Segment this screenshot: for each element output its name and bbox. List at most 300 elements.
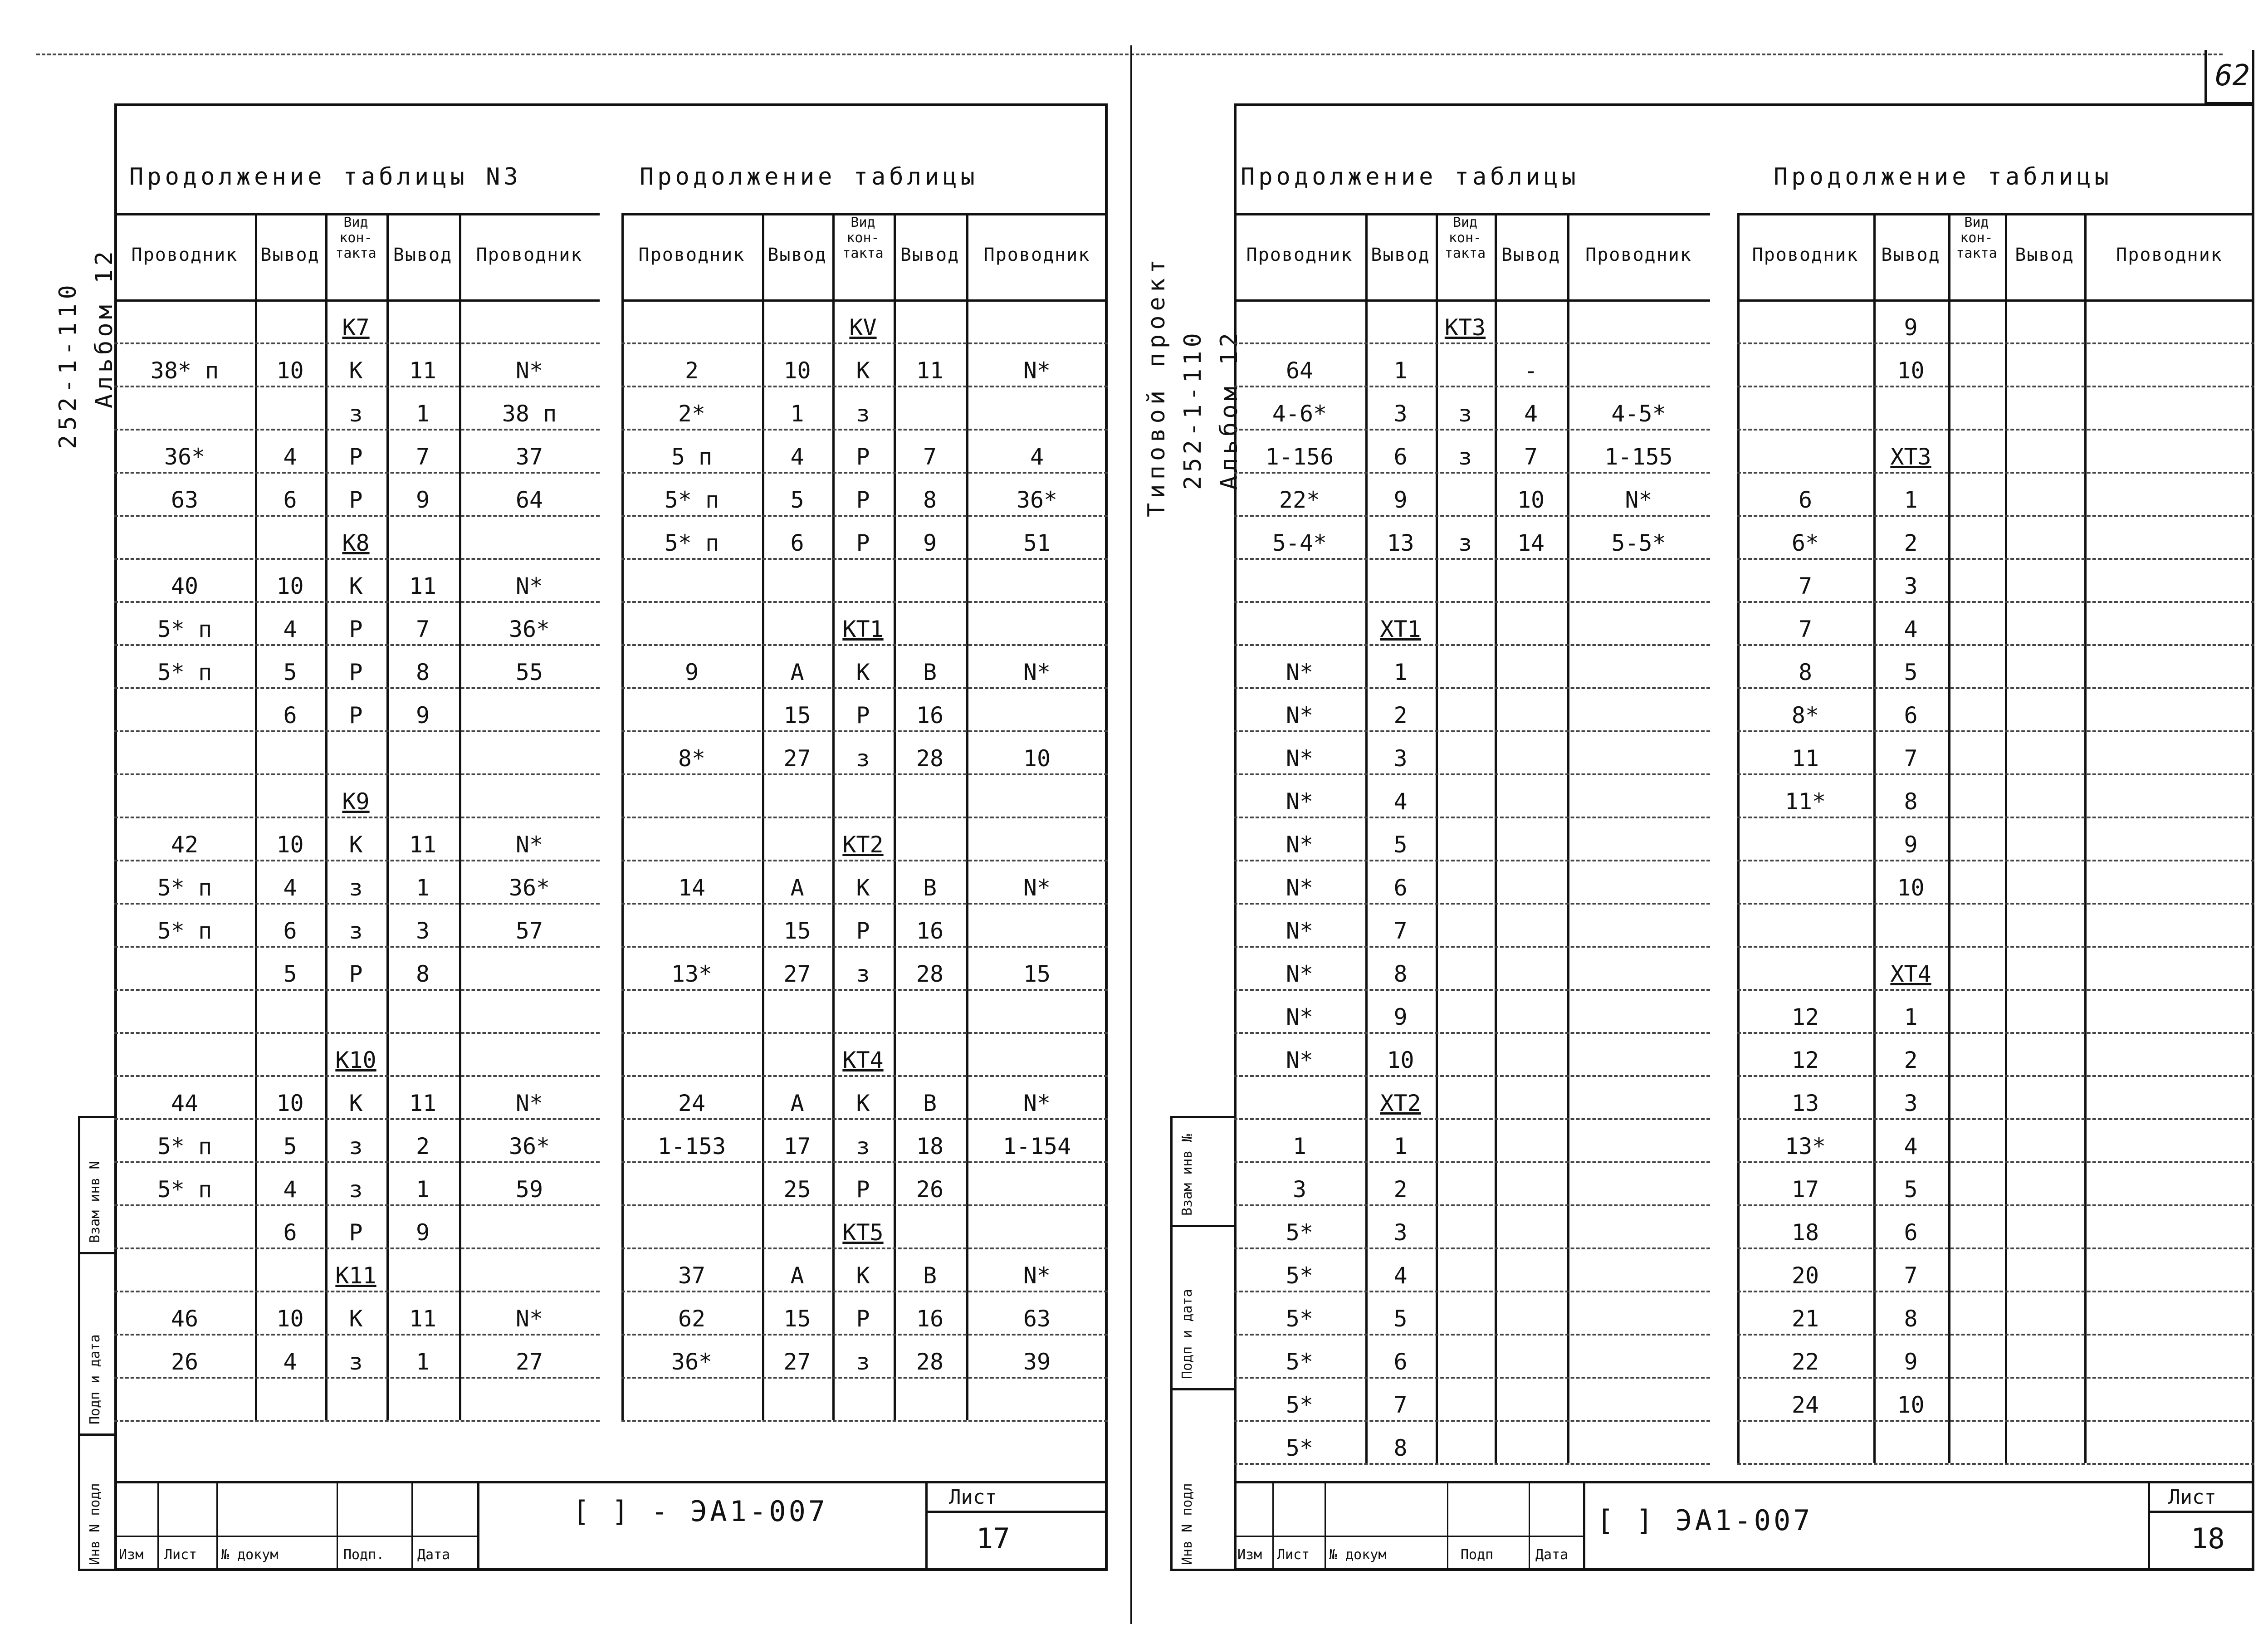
table-cell: P xyxy=(856,702,870,729)
table-cell: N* xyxy=(1286,1004,1314,1030)
table-cell: 5 xyxy=(1904,659,1918,685)
table-cell: 9 xyxy=(1393,1004,1408,1030)
left-table2 xyxy=(621,213,1108,1483)
table-cell: 25 xyxy=(783,1176,811,1203)
table-cell: з xyxy=(349,1349,363,1375)
table-cell: P xyxy=(349,702,363,729)
table-cell: 62 xyxy=(678,1306,706,1332)
table-cell: 6 xyxy=(1393,875,1408,901)
table-cell: 28 xyxy=(916,961,944,987)
table-cell: 5* п xyxy=(664,487,719,513)
table-cell: 1 xyxy=(415,401,430,427)
table-cell: A xyxy=(790,659,804,685)
table-cell: 2 xyxy=(1904,1047,1918,1073)
table-cell: 9 xyxy=(684,659,699,685)
table-cell: 9 xyxy=(1904,1349,1918,1375)
table-cell: 36* xyxy=(508,1133,550,1159)
table-cell: 1-155 xyxy=(1604,444,1673,470)
table-cell: - xyxy=(1524,357,1538,384)
table-cell: 2* xyxy=(678,401,706,427)
table-cell: 10 xyxy=(1897,357,1925,384)
table-cell: 1-153 xyxy=(657,1133,726,1159)
table-cell: 13 xyxy=(1387,530,1414,556)
table-cell: 5 xyxy=(1904,1176,1918,1203)
left-table1 xyxy=(114,213,600,1483)
table-cell: 21 xyxy=(1791,1306,1819,1332)
table-cell: P xyxy=(856,487,870,513)
table-cell: 10 xyxy=(276,573,304,599)
table-cell: 9 xyxy=(923,530,937,556)
table-cell: K xyxy=(349,1306,363,1332)
table-cell: 7 xyxy=(1393,1392,1408,1418)
table-cell: 5* п xyxy=(157,616,212,642)
table-cell: 4 xyxy=(790,444,804,470)
table-cell: N* xyxy=(1286,918,1314,944)
table-cell: 4 xyxy=(1030,444,1044,470)
table-cell: 4 xyxy=(1393,788,1408,815)
table-cell: 1 xyxy=(1393,357,1408,384)
table-cell: 14 xyxy=(1517,530,1545,556)
left-margin-label-1: Инв N подл xyxy=(87,1483,103,1565)
table-cell: 39 xyxy=(1023,1349,1051,1375)
table-cell: N* xyxy=(1286,702,1314,729)
table-cell: 2 xyxy=(1393,1176,1408,1203)
table-cell: 28 xyxy=(916,1349,944,1375)
table-cell: N* xyxy=(1286,745,1314,772)
table-cell: A xyxy=(790,875,804,901)
table-cell: 15 xyxy=(783,918,811,944)
table-cell: K xyxy=(856,357,870,384)
table-cell: 8* xyxy=(1791,702,1819,729)
table-cell: P xyxy=(856,1306,870,1332)
table-cell: 4 xyxy=(1524,401,1538,427)
table-cell: з xyxy=(856,745,870,772)
table-cell: 8 xyxy=(923,487,937,513)
table-cell: 5* п xyxy=(157,875,212,901)
table-cell: 37 xyxy=(515,444,543,470)
table-cell: 38 п xyxy=(502,401,557,427)
table-cell: 27 xyxy=(783,745,811,772)
column-header: Проводник xyxy=(983,245,1090,265)
table-cell: 16 xyxy=(916,702,944,729)
table-cell: P xyxy=(349,487,363,513)
table-cell: P xyxy=(856,918,870,944)
table-cell: 3 xyxy=(1393,1219,1408,1246)
table-cell: 26 xyxy=(916,1176,944,1203)
table-cell: 3 xyxy=(1292,1176,1307,1203)
table-cell: 8 xyxy=(415,659,430,685)
table-cell: 11 xyxy=(409,1306,437,1332)
table-cell: з xyxy=(856,1133,870,1159)
table-cell: 11* xyxy=(1784,788,1826,815)
page-number: 62 xyxy=(2215,59,2250,93)
right-stamp-izm: Изм xyxy=(1237,1547,1262,1563)
table-cell: 2 xyxy=(1393,702,1408,729)
left-table1-title: Продолжение таблицы N3 xyxy=(129,163,522,191)
table-cell: 15 xyxy=(783,702,811,729)
table-cell: N* xyxy=(515,1090,543,1116)
table-cell: 17 xyxy=(783,1133,811,1159)
top-cut-line xyxy=(36,54,2223,55)
table-cell: 10 xyxy=(1897,1392,1925,1418)
table-cell: з xyxy=(856,1349,870,1375)
table-cell: K9 xyxy=(342,788,370,815)
table-cell: KV xyxy=(849,314,877,341)
table-cell: з xyxy=(856,401,870,427)
table-cell: 12 xyxy=(1791,1004,1819,1030)
table-cell: 5 xyxy=(1393,1306,1408,1332)
left-stamp-izm: Изм xyxy=(119,1547,144,1563)
table-cell: 15 xyxy=(1023,961,1051,987)
right-table1 xyxy=(1234,213,1710,1483)
right-stamp-list: Лист xyxy=(1277,1547,1310,1563)
table-cell: K xyxy=(349,1090,363,1116)
table-cell: 4 xyxy=(1393,1262,1408,1289)
table-cell: 8 xyxy=(415,961,430,987)
table-cell: N* xyxy=(515,357,543,384)
table-cell: N* xyxy=(1286,659,1314,685)
column-header: Проводник xyxy=(1752,245,1859,265)
table-cell: 6 xyxy=(1393,444,1408,470)
table-cell: 63 xyxy=(171,487,199,513)
table-cell: N* xyxy=(515,1306,543,1332)
table-cell: 5* п xyxy=(157,659,212,685)
column-header: Вывод xyxy=(393,245,453,265)
column-header: Проводник xyxy=(638,245,745,265)
table-cell: 3 xyxy=(1393,745,1408,772)
table-cell: K xyxy=(856,659,870,685)
table-cell: з xyxy=(349,1133,363,1159)
table-cell: 7 xyxy=(1798,573,1813,599)
table-cell: P xyxy=(856,530,870,556)
table-cell: 11 xyxy=(409,357,437,384)
table-cell: 1 xyxy=(1393,659,1408,685)
table-cell: 6 xyxy=(790,530,804,556)
table-cell: 44 xyxy=(171,1090,199,1116)
table-cell: 13* xyxy=(1784,1133,1826,1159)
table-cell: 6* xyxy=(1791,530,1819,556)
left-margin-label-2: Подп и дата xyxy=(87,1334,103,1424)
table-cell: 36* xyxy=(508,875,550,901)
table-cell: 6 xyxy=(283,1219,297,1246)
table-cell: 6 xyxy=(283,702,297,729)
table-cell: 10 xyxy=(1517,487,1545,513)
table-cell: 5* xyxy=(1286,1262,1314,1289)
right-stamp-podp: Подп xyxy=(1461,1547,1494,1563)
table-cell: B xyxy=(923,659,937,685)
right-title-block xyxy=(1234,1481,2254,1571)
left-sheet-number: 17 xyxy=(976,1522,1010,1555)
table-cell: K xyxy=(856,1090,870,1116)
table-cell: N* xyxy=(1286,875,1314,901)
table-cell: з xyxy=(349,918,363,944)
right-table1-title: Продолжение таблицы xyxy=(1241,163,1579,191)
table-cell: 2 xyxy=(684,357,699,384)
table-cell: 5-4* xyxy=(1272,530,1327,556)
table-cell: 10 xyxy=(1897,875,1925,901)
table-cell: 2 xyxy=(1904,530,1918,556)
table-cell: з xyxy=(349,1176,363,1203)
column-header: Проводник xyxy=(476,245,583,265)
column-header: Проводник xyxy=(1246,245,1353,265)
table-cell: 5* п xyxy=(157,1133,212,1159)
table-cell: 36* xyxy=(1016,487,1058,513)
left-stamp-list: Лист xyxy=(164,1547,197,1563)
table-cell: 5* п xyxy=(157,1176,212,1203)
table-cell: 42 xyxy=(171,832,199,858)
table-cell: 11 xyxy=(409,573,437,599)
table-cell: KT1 xyxy=(842,616,884,642)
table-cell: 10 xyxy=(276,1090,304,1116)
table-cell: B xyxy=(923,1262,937,1289)
table-cell: 24 xyxy=(678,1090,706,1116)
table-cell: P xyxy=(856,444,870,470)
table-cell: 6 xyxy=(283,918,297,944)
table-cell: з xyxy=(1458,444,1472,470)
table-cell: 8 xyxy=(1393,1435,1408,1461)
table-cell: 7 xyxy=(415,444,430,470)
table-cell: 9 xyxy=(1393,487,1408,513)
table-cell: 5 xyxy=(1393,832,1408,858)
table-cell: 5* xyxy=(1286,1435,1314,1461)
left-stamp-data: Дата xyxy=(417,1547,450,1563)
table-cell: 22 xyxy=(1791,1349,1819,1375)
table-cell: 5 xyxy=(790,487,804,513)
column-header: Проводник xyxy=(131,245,238,265)
table-cell: 9 xyxy=(415,702,430,729)
table-cell: з xyxy=(349,401,363,427)
table-cell: 5 xyxy=(283,961,297,987)
table-cell: 7 xyxy=(1524,444,1538,470)
page-number-box xyxy=(2204,50,2254,104)
table-cell: 7 xyxy=(415,616,430,642)
table-cell: 38* п xyxy=(150,357,219,384)
table-cell: 1 xyxy=(415,875,430,901)
table-cell: P xyxy=(856,1176,870,1203)
table-cell: K xyxy=(349,357,363,384)
table-cell: 13* xyxy=(671,961,713,987)
table-cell: 3 xyxy=(415,918,430,944)
left-margin-label-3: Взам инв N xyxy=(87,1161,103,1243)
table-cell: 16 xyxy=(916,918,944,944)
right-table2 xyxy=(1737,213,2254,1483)
table-cell: 22* xyxy=(1279,487,1320,513)
table-cell: 5 xyxy=(283,659,297,685)
table-cell: 9 xyxy=(415,487,430,513)
column-header: Проводник xyxy=(2116,245,2223,265)
table-cell: 11 xyxy=(1791,745,1819,772)
table-cell: 5* xyxy=(1286,1349,1314,1375)
table-cell: 8 xyxy=(1393,961,1408,987)
table-cell: XT2 xyxy=(1380,1090,1421,1116)
right-sheet-label: Лист xyxy=(2168,1486,2216,1509)
table-cell: N* xyxy=(1023,1262,1051,1289)
table-cell: 5* п xyxy=(664,530,719,556)
table-cell: 5* xyxy=(1286,1306,1314,1332)
table-cell: 10 xyxy=(276,832,304,858)
table-cell: 10 xyxy=(276,357,304,384)
table-cell: 12 xyxy=(1791,1047,1819,1073)
table-cell: 8 xyxy=(1904,1306,1918,1332)
table-cell: 36* xyxy=(671,1349,713,1375)
table-cell: 6 xyxy=(1904,702,1918,729)
left-title-block xyxy=(114,1481,1108,1571)
table-cell: 4 xyxy=(283,1176,297,1203)
table-cell: 3 xyxy=(1904,573,1918,599)
table-cell: 4-6* xyxy=(1272,401,1327,427)
table-cell: 2 xyxy=(415,1133,430,1159)
table-cell: N* xyxy=(1286,832,1314,858)
right-doc-code: [ ] ЭА1-007 xyxy=(1597,1504,1813,1537)
table-cell: 5* п xyxy=(157,918,212,944)
table-cell: 64 xyxy=(515,487,543,513)
table-cell: 5 п xyxy=(671,444,713,470)
table-cell: 9 xyxy=(1904,832,1918,858)
table-cell: 9 xyxy=(415,1219,430,1246)
table-cell: 27 xyxy=(783,961,811,987)
table-cell: N* xyxy=(1286,1047,1314,1073)
table-cell: 59 xyxy=(515,1176,543,1203)
table-cell: 1 xyxy=(415,1176,430,1203)
table-cell: 1 xyxy=(790,401,804,427)
column-header: Вывод xyxy=(900,245,960,265)
table-cell: 4-5* xyxy=(1611,401,1666,427)
table-cell: P xyxy=(349,659,363,685)
table-cell: N* xyxy=(1023,659,1051,685)
table-cell: 5* xyxy=(1286,1392,1314,1418)
column-header: Вид кон-такта xyxy=(1444,215,1486,261)
center-fold-line xyxy=(1130,45,1132,1624)
table-cell: 1-154 xyxy=(1002,1133,1071,1159)
table-cell: 10 xyxy=(783,357,811,384)
table-cell: A xyxy=(790,1262,804,1289)
table-cell: 36* xyxy=(508,616,550,642)
left-stamp-doc: № докум xyxy=(221,1547,279,1563)
table-cell: 6 xyxy=(283,487,297,513)
table-cell: 3 xyxy=(1393,401,1408,427)
table-cell: P xyxy=(349,616,363,642)
column-header: Вывод xyxy=(1501,245,1561,265)
table-cell: 6 xyxy=(1904,1219,1918,1246)
table-cell: 1-156 xyxy=(1265,444,1334,470)
table-cell: K xyxy=(349,832,363,858)
table-cell: 10 xyxy=(276,1306,304,1332)
table-cell: 57 xyxy=(515,918,543,944)
column-header: Вид кон-такта xyxy=(1956,215,1997,261)
table-cell: XT1 xyxy=(1380,616,1421,642)
table-cell: N* xyxy=(515,573,543,599)
table-cell: 1 xyxy=(1292,1133,1307,1159)
table-cell: KT5 xyxy=(842,1219,884,1246)
table-cell: 4 xyxy=(1904,616,1918,642)
table-cell: з xyxy=(856,961,870,987)
column-header: Вывод xyxy=(1371,245,1430,265)
table-cell: 55 xyxy=(515,659,543,685)
table-cell: 17 xyxy=(1791,1176,1819,1203)
table-cell: N* xyxy=(1286,788,1314,815)
table-cell: 27 xyxy=(783,1349,811,1375)
table-cell: 46 xyxy=(171,1306,199,1332)
column-header: Вид кон-такта xyxy=(335,215,376,261)
table-cell: P xyxy=(349,444,363,470)
table-cell: 51 xyxy=(1023,530,1051,556)
table-cell: N* xyxy=(1023,1090,1051,1116)
left-side-code: 252-1-110 xyxy=(54,280,82,449)
table-cell: 24 xyxy=(1791,1392,1819,1418)
table-cell: K7 xyxy=(342,314,370,341)
table-cell: з xyxy=(1458,530,1472,556)
column-header: Вывод xyxy=(260,245,320,265)
column-header: Вид кон-такта xyxy=(842,215,884,261)
table-cell: 9 xyxy=(1904,314,1918,341)
table-cell: 11 xyxy=(409,1090,437,1116)
right-side-code: 252-1-110 xyxy=(1179,329,1207,490)
column-header: Вывод xyxy=(2015,245,2074,265)
table-cell: 36* xyxy=(164,444,205,470)
right-margin-label-1: Инв N подл xyxy=(1179,1483,1195,1565)
column-header: Вывод xyxy=(767,245,827,265)
left-sheet-label: Лист xyxy=(949,1486,997,1509)
table-cell: 11 xyxy=(409,832,437,858)
table-cell: 5-5* xyxy=(1611,530,1666,556)
table-cell: 11 xyxy=(916,357,944,384)
table-cell: N* xyxy=(515,832,543,858)
table-cell: 16 xyxy=(916,1306,944,1332)
table-cell: XT4 xyxy=(1890,961,1931,987)
table-cell: 1 xyxy=(1393,1133,1408,1159)
table-cell: 27 xyxy=(515,1349,543,1375)
table-cell: B xyxy=(923,1090,937,1116)
right-side-project: Типовой проект xyxy=(1143,254,1170,517)
table-cell: 6 xyxy=(1393,1349,1408,1375)
column-header: Проводник xyxy=(1585,245,1692,265)
table-cell: 6 xyxy=(1798,487,1813,513)
table-cell: 4 xyxy=(283,444,297,470)
table-cell: 14 xyxy=(678,875,706,901)
table-cell: N* xyxy=(1023,357,1051,384)
right-sheet-number: 18 xyxy=(2191,1522,2225,1555)
table-cell: 7 xyxy=(1798,616,1813,642)
right-margin-label-3: Взам инв № xyxy=(1179,1134,1195,1216)
table-cell: 8* xyxy=(678,745,706,772)
table-cell: K xyxy=(856,875,870,901)
table-cell: 1 xyxy=(1904,487,1918,513)
table-cell: K11 xyxy=(335,1262,376,1289)
table-cell: 4 xyxy=(283,616,297,642)
left-table2-title: Продолжение таблицы xyxy=(640,163,978,191)
right-stamp-doc: № докум xyxy=(1329,1547,1387,1563)
table-cell: KT2 xyxy=(842,832,884,858)
table-cell: N* xyxy=(1023,875,1051,901)
table-cell: 5* xyxy=(1286,1219,1314,1246)
table-cell: 4 xyxy=(1904,1133,1918,1159)
left-side-album: Альбом 12 xyxy=(91,248,118,408)
table-cell: K10 xyxy=(335,1047,376,1073)
table-cell: KT4 xyxy=(842,1047,884,1073)
table-cell: 37 xyxy=(678,1262,706,1289)
table-cell: N* xyxy=(1286,961,1314,987)
table-cell: B xyxy=(923,875,937,901)
table-cell: P xyxy=(349,961,363,987)
table-cell: 4 xyxy=(283,875,297,901)
table-cell: 18 xyxy=(1791,1219,1819,1246)
table-cell: 1 xyxy=(1904,1004,1918,1030)
table-cell: з xyxy=(1458,401,1472,427)
column-header: Вывод xyxy=(1881,245,1941,265)
table-cell: 28 xyxy=(916,745,944,772)
table-cell: 15 xyxy=(783,1306,811,1332)
table-cell: N* xyxy=(1625,487,1652,513)
